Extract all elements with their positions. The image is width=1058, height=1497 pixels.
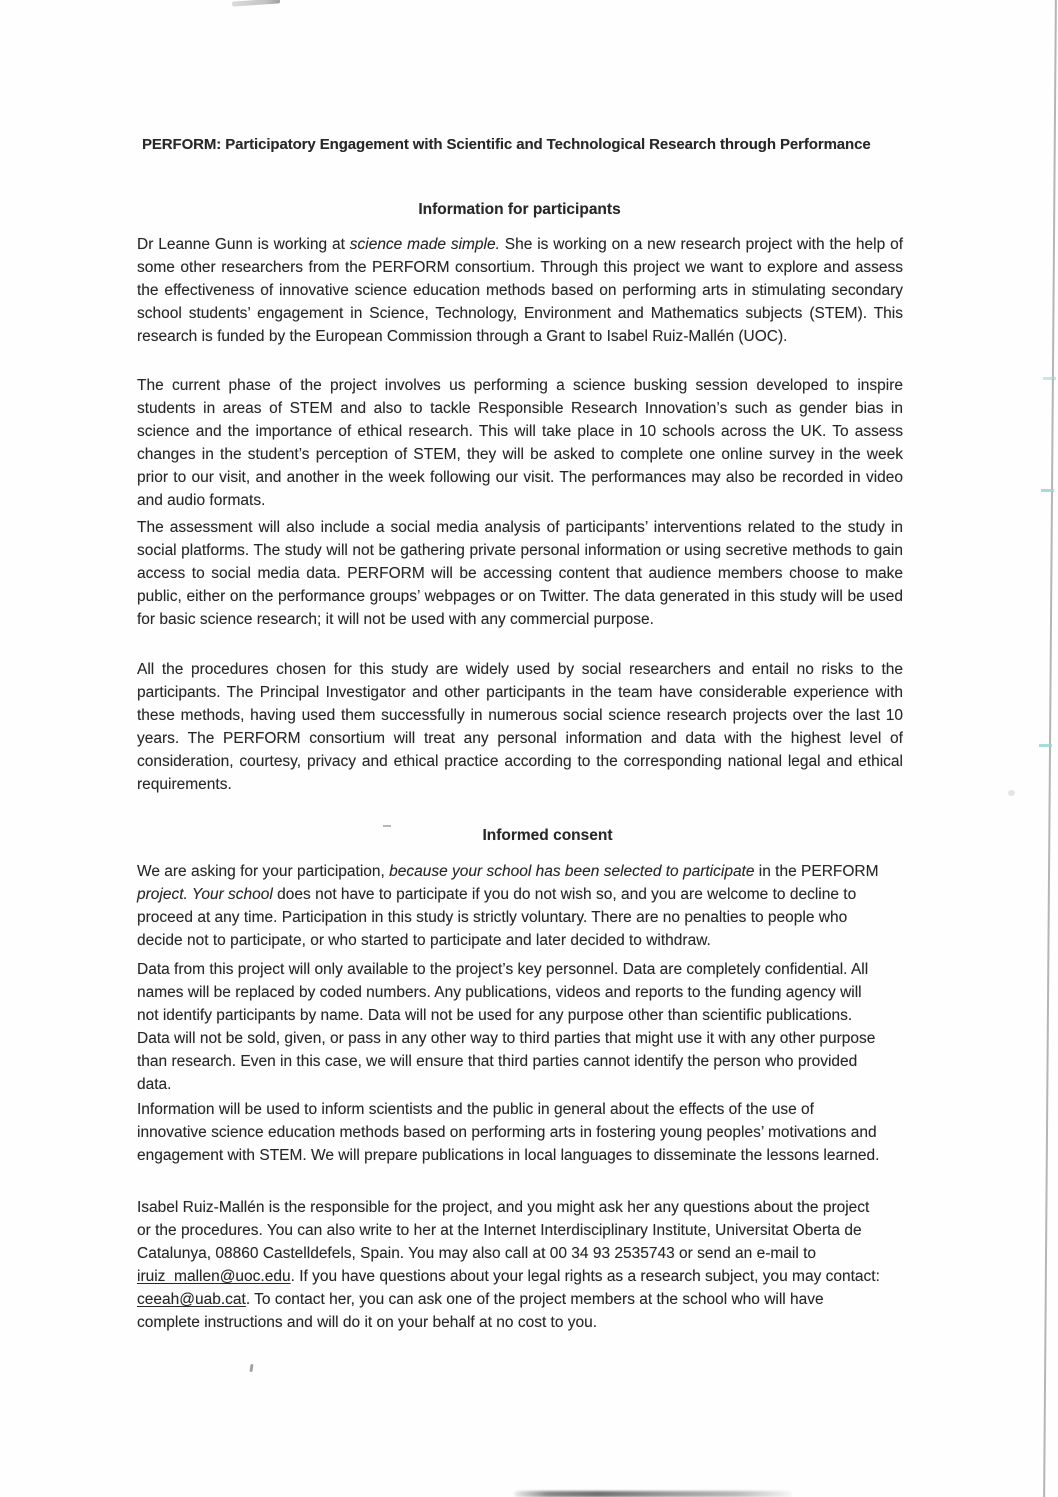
- scan-page-edge-line: [1043, 0, 1057, 1497]
- document-title: PERFORM: Participatory Engagement with Scientific and Technological Research through Performance: [142, 136, 871, 153]
- scan-tick-mark: [1043, 377, 1056, 380]
- text-segment: The current phase of the project involves us performing a science busking session developed to inspire students in areas of STEM and also to tackle Responsible Research Innovation’s such as gender bias in science and the importance of ethical research. This will take place in 10 schools across the UK. To assess changes in the student’s perception of STEM, they will be asked to complete one online survey in the week prior to our visit, and another in the week following our visit. The performances may also be recorded in video and audio formats.: [137, 377, 903, 509]
- paragraph-data-confidentiality: [137, 958, 887, 1096]
- text-segment: does not have to participate if you do not wish so, and you are welcome to decline to proceed at any time. Participation in this study is strictly voluntary. There are no penalties to people who decide not to participate, or who started to participate and later decided to withdraw.: [137, 886, 857, 949]
- text-segment: We are asking for your participation,: [137, 863, 390, 880]
- text-segment: All the procedures chosen for this study are widely used by social researchers and entail no risks to the participants. The Principal Investigator and other participants in the team have considerable experience with these methods, having used them successfully in numerous social science research projects over the last 10 years. The PERFORM consortium will treat any personal information and data with the highest level of consideration, courtesy, privacy and ethical practice according to the corresponding national legal and ethical requirements.: [137, 661, 903, 793]
- email-address: ceeah@uab.cat: [137, 1291, 246, 1308]
- text-segment: Information will be used to inform scientists and the public in general about the effects of the use of innovative science education methods based on performing arts in fostering young peoples’ motivations and engagement with STEM. We will prepare publications in local languages to disseminate the lessons learned.: [137, 1101, 880, 1164]
- paragraph-procedures: [137, 658, 903, 796]
- paragraph-project-intro: [137, 233, 903, 348]
- text-segment: . If you have questions about your legal rights as a research subject, you may contact:: [290, 1268, 880, 1285]
- paragraph-participation: [137, 860, 887, 952]
- paragraph-contact-details: [137, 1196, 887, 1334]
- text-segment: Dr Leanne Gunn is working at: [137, 236, 350, 253]
- scan-stray-mark: [249, 1364, 253, 1372]
- scan-stray-mark: [1008, 790, 1015, 796]
- text-segment: science made simple.: [349, 236, 500, 253]
- email-address: iruiz_mallen@uoc.edu: [137, 1268, 291, 1285]
- text-segment: project. Your school: [137, 886, 273, 903]
- scan-smudge-top: [232, 0, 280, 7]
- section-heading-informed-consent: Informed consent: [482, 827, 613, 844]
- paragraph-information-use: [137, 1098, 887, 1167]
- text-segment: Data from this project will only available to the project’s key personnel. Data are completely confidential. All names will be replaced by coded numbers. Any publications, videos and reports to the funding agency will not identify participants by name. Data will not be used for any purpose other than scientific publications. Data will not be sold, given, or pass in any other way to third parties that might use it with any other purpose than research. Even in this case, we will ensure that third parties cannot identify the person who provided data.: [137, 961, 876, 1093]
- text-segment: . To contact her, you can ask one of the project members at the school who will have complete instructions and will do it on your behalf at no cost to you.: [137, 1291, 824, 1331]
- paragraph-social-media: [137, 516, 903, 631]
- scan-tick-mark: [1041, 489, 1054, 492]
- text-segment: because your school has been selected to participate: [389, 863, 755, 880]
- text-segment: The assessment will also include a social media analysis of participants’ interventions related to the study in social platforms. The study will not be gathering private personal information or using secretive methods to gain access to social media data. PERFORM will be accessing content that audience members choose to make public, either on the performance groups’ webpages or on Twitter. The data generated in this study will be used for basic science research; it will not be used with any commercial purpose.: [137, 519, 903, 628]
- paragraph-current-phase: [137, 374, 903, 512]
- text-segment: in the PERFORM: [754, 863, 879, 880]
- section-heading-information-for-participants: Information for participants: [418, 201, 621, 218]
- text-segment: She is working on a new research project with the help of some other researchers from the PERFORM consortium. Through this project we want to explore and assess the effectiveness of innovative science education methods based on performing arts in stimulating secondary school students’ engagement in Science, Technology, Environment and Mathematics subjects (STEM). This research is funded by the European Commission through a Grant to Isabel Ruiz-Mallén (UOC).: [137, 236, 903, 345]
- text-segment: Isabel Ruiz-Mallén is the responsible for the project, and you might ask her any questions about the project or the procedures. You can also write to her at the Internet Interdisciplinary Institute, Universitat Oberta de Catalunya, 08860 Castelldefels, Spain. You may also call at 00 34 93 2535743 or send an e-mail to: [137, 1199, 870, 1262]
- scan-smudge-bottom: [514, 1491, 792, 1497]
- scan-tick-mark: [1039, 744, 1052, 747]
